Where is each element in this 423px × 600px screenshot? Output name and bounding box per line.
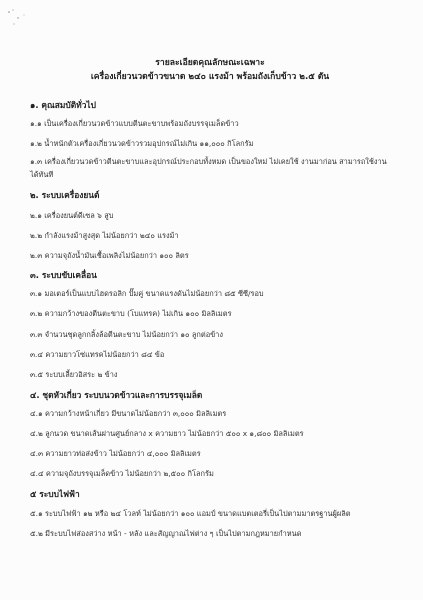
- spec-item: ๓.๕ ระบบเลี้ยวอิสระ ๒ ข้าง: [30, 370, 118, 379]
- section-heading: ๕ ระบบไฟฟ้า: [30, 489, 80, 499]
- spec-item: ๓.๑ มอเตอร์เป็นแบบไฮดรอลิก ปั๊มคู่ ขนาดแรงดันไม่น้อยกว่า ๘๕ ซีซี/รอบ: [30, 289, 264, 298]
- section-heading: ๓. ระบบขับเคลื่อน: [30, 270, 97, 280]
- spec-item: ๓.๒ ความกว้างของตีนตะขาบ (โบแทรค) ไม่เกิน ๑๐๐ มิลลิเมตร: [30, 309, 232, 318]
- spec-item: ๓.๔ ความยาวโซ่แทรคไม่น้อยกว่า ๘๔ ข้อ: [30, 350, 165, 359]
- spec-item: ๕.๒ มีระบบไฟส่องสว่าง หน้า - หลัง และสัญญาณไฟต่าง ๆ เป็นไปตามกฎหมายกำหนด: [30, 529, 302, 538]
- section-heading: ๒. ระบบเครื่องยนต์: [30, 190, 100, 200]
- spec-item: ๔.๒ ลูกนวด ขนาดเส้นผ่านศูนย์กลาง x ความยาว ไม่น้อยกว่า ๕๐๐ x ๑,๘๐๐ มิลลิเมตร: [30, 429, 304, 438]
- spec-item: ๒.๑ เครื่องยนต์ดีเซล ๖ สูบ: [30, 211, 114, 220]
- spec-item: ๑.๓ เครื่องเกี่ยวนวดข้าวตีนตะขาบและอุปกรณ์ประกอบทั้งหมด เป็นของใหม่ ไม่เคยใช้ งานมาก่อน สามารถใช้งานได้ทันที: [30, 157, 387, 179]
- spec-item: ๓.๓ จำนวนชุดลูกกลิ้งล้อตีนตะขาบ ไม่น้อยกว่า ๑๐ ลูกต่อข้าง: [30, 330, 223, 339]
- scan-specks: [4, 6, 34, 36]
- spec-item: ๑.๑ เป็นเครื่องเกี่ยวนวดข้าวแบบตีนตะขาบพร้อมถังบรรจุเมล็ดข้าว: [30, 119, 239, 128]
- spec-item: ๑.๒ น้ำหนักตัวเครื่องเกี่ยวนวดข้าวรวมอุปกรณ์ไม่เกิน ๑๑,๐๐๐ กิโลกรัม: [30, 139, 254, 148]
- document-title: รายละเอียดคุณลักษณะเฉพาะ: [155, 58, 265, 68]
- spec-item: ๔.๔ ความจุถังบรรจุเมล็ดข้าว ไม่น้อยกว่า ๒,๕๐๐ กิโลกรัม: [30, 469, 214, 478]
- document-subtitle: เครื่องเกี่ยวนวดข้าวขนาด ๒๔๐ แรงม้า พร้อมถังเก็บข้าว ๒.๕ ตัน: [90, 72, 330, 82]
- section-heading: ๔. ชุดหัวเกี่ยว ระบบนวดข้าวและการบรรจุเมล็ด: [30, 390, 203, 400]
- spec-item: ๔.๑ ความกว้างหน้าเกี่ยว มีขนาดไม่น้อยกว่า ๓,๐๐๐ มิลลิเมตร: [30, 409, 227, 418]
- spec-item: ๒.๓ ความจุถังน้ำมันเชื้อเพลิงไม่น้อยกว่า ๑๐๐ ลิตร: [30, 251, 189, 260]
- section-heading: ๑. คุณสมบัติทั่วไป: [30, 100, 96, 110]
- spec-item: ๔.๓ ความยาวท่อส่งข้าว ไม่น้อยกว่า ๔,๐๐๐ มิลลิเมตร: [30, 449, 201, 458]
- spec-item: ๕.๑ ระบบไฟฟ้า ๑๒ หรือ ๒๔ โวลท์ ไม่น้อยกว่า ๑๐๐ แอมป์ ขนาดแบตเตอรี่เป็นไปตามมาตรฐานผู้ผลิต: [30, 509, 351, 518]
- spec-item: ๒.๒ กำลังแรงม้าสูงสุด ไม่น้อยกว่า ๒๔๐ แรงม้า: [30, 231, 179, 240]
